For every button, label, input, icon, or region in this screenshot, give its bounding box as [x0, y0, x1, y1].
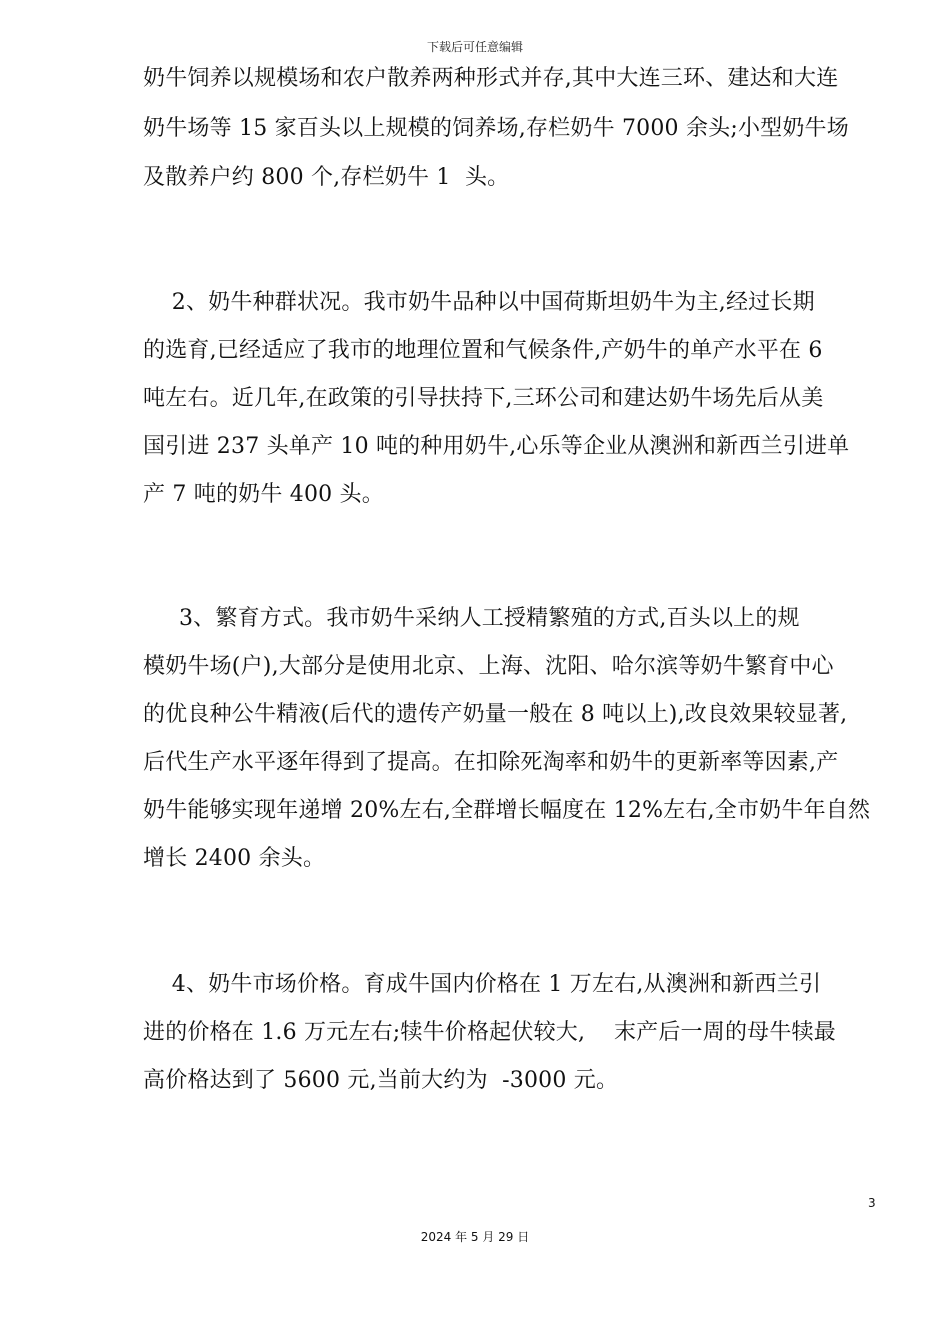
- paragraph-2-line-3: 吨左右。近几年,在政策的引导扶持下,三环公司和建达奶牛场先后从美: [143, 386, 824, 411]
- paragraph-3-line-3: 的优良种公牛精液(后代的遗传产奶量一般在 8 吨以上),改良效果较显著,: [143, 702, 848, 727]
- paragraph-3-line-2: 模奶牛场(户),大部分是使用北京、上海、沈阳、哈尔滨等奶牛繁育中心: [143, 654, 834, 679]
- paragraph-2-line-1: 2、奶牛种群状况。我市奶牛品种以中国荷斯坦奶牛为主,经过长期: [143, 290, 815, 315]
- page-footer-date: 2024 年 5 月 29 日: [420, 1230, 530, 1244]
- paragraph-3-line-5: 奶牛能够实现年递增 20%左右,全群增长幅度在 12%左右,全市奶牛年自然: [143, 798, 871, 823]
- page-header: 下载后可任意编辑: [426, 40, 523, 54]
- paragraph-4-line-1: 4、奶牛市场价格。育成牛国内价格在 1 万左右,从澳洲和新西兰引: [143, 972, 822, 997]
- paragraph-1-line-1: 奶牛饲养以规模场和农户散养两种形式并存,其中大连三环、建达和大连: [143, 66, 839, 91]
- paragraph-4-line-2: 进的价格在 1.6 万元左右;犊牛价格起伏较大, 末产后一周的母牛犊最: [143, 1020, 836, 1045]
- page-number: 3: [868, 1196, 876, 1210]
- paragraph-2-line-2: 的选育,已经适应了我市的地理位置和气候条件,产奶牛的单产水平在 6: [143, 338, 823, 363]
- paragraph-1-line-3: 及散养户约 800 个,存栏奶牛 1 头。: [143, 165, 510, 190]
- paragraph-3-line-1: 3、繁育方式。我市奶牛采纳人工授精繁殖的方式,百头以上的规: [143, 606, 800, 631]
- paragraph-3-line-4: 后代生产水平逐年得到了提高。在扣除死淘率和奶牛的更新率等因素,产: [143, 750, 839, 775]
- paragraph-1-line-2: 奶牛场等 15 家百头以上规模的饲养场,存栏奶牛 7000 余头;小型奶牛场: [143, 116, 849, 141]
- paragraph-2-line-4: 国引进 237 头单产 10 吨的种用奶牛,心乐等企业从澳洲和新西兰引进单: [143, 434, 850, 459]
- paragraph-3-line-6: 增长 2400 余头。: [143, 846, 326, 871]
- paragraph-2-line-5: 产 7 吨的奶牛 400 头。: [143, 482, 384, 507]
- paragraph-4-line-3: 高价格达到了 5600 元,当前大约为 -3000 元。: [143, 1068, 619, 1093]
